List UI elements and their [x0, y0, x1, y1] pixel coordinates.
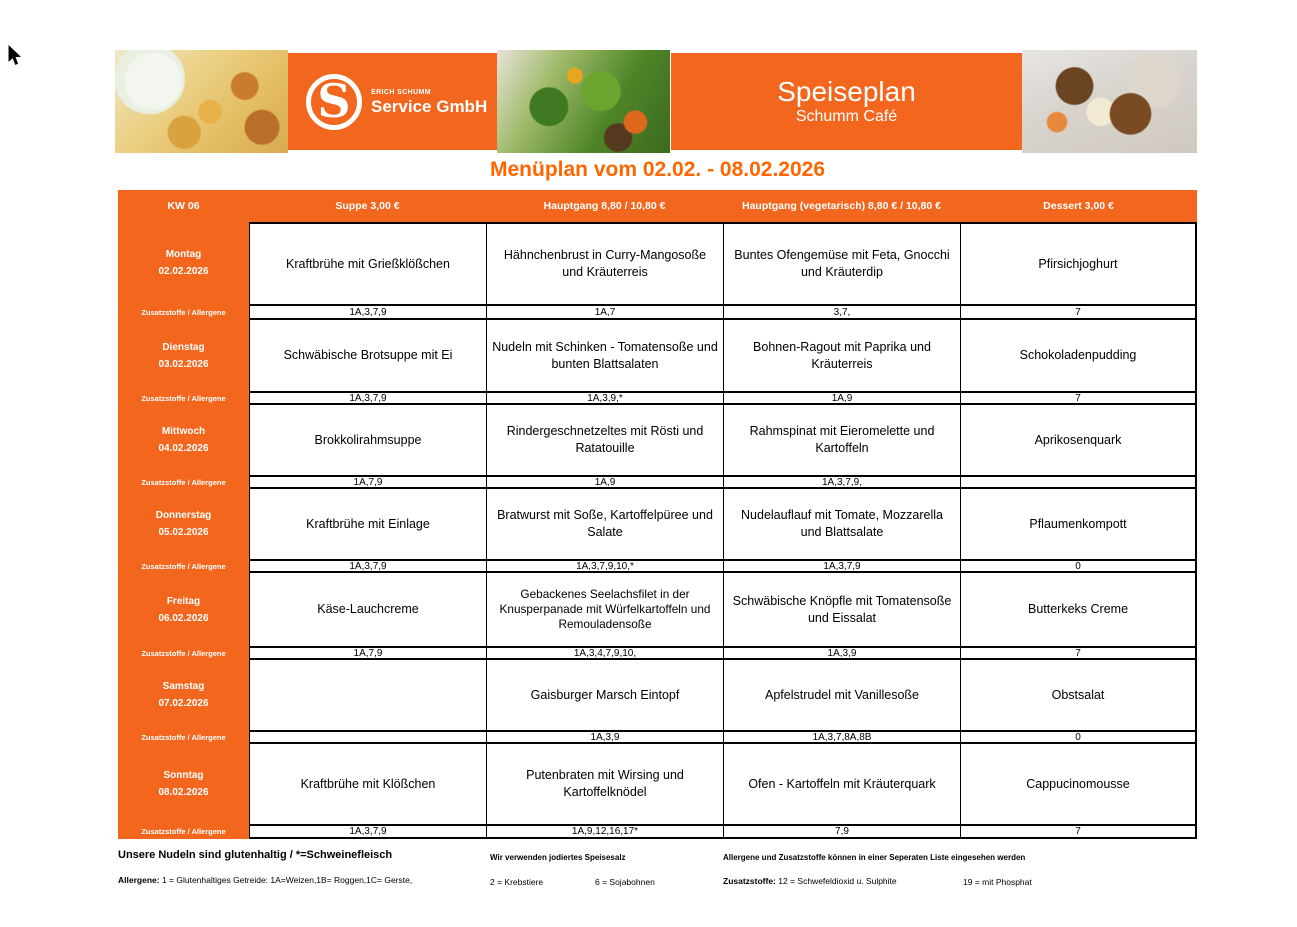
allergen-row-label: Zusatzstoffe / Allergene: [141, 732, 226, 742]
allergen-cell-soup: 1A,7,9: [249, 646, 486, 660]
allergen-cell-vegetarian: 7,9: [723, 824, 960, 839]
day-date: 08.02.2026: [158, 787, 209, 798]
allergen-legend-label: Allergene:: [118, 875, 160, 885]
svg-text:S: S: [317, 73, 351, 128]
noodles-gluten-note: Unsere Nudeln sind glutenhaltig / *=Schweinefleisch: [118, 849, 393, 861]
header-dessert: Dessert 3,00 €: [1043, 200, 1114, 212]
menu-cell-main: Rindergeschnetzeltes mit Rösti und Ratatouille: [486, 405, 723, 475]
schumm-logo-icon: [305, 73, 363, 131]
day-name: Donnerstag: [155, 510, 212, 521]
menu-cell-soup: Kraftbrühe mit Klößchen: [249, 744, 486, 824]
day-date: 02.02.2026: [158, 266, 209, 277]
allergen-cell-main: 1A,3,4,7,9,10,: [486, 646, 723, 660]
allergen-cell-main: 1A,9,12,16,17*: [486, 824, 723, 839]
allergen-row-label: Zusatzstoffe / Allergene: [141, 827, 226, 836]
allergen-cell-dessert: 0: [960, 559, 1197, 573]
menu-cell-vegetarian: Rahmspinat mit Eieromelette und Kartoffeln: [723, 405, 960, 475]
day-cell: [118, 405, 249, 489]
iodized-salt-note: Wir verwenden jodiertes Speisesalz: [490, 853, 626, 862]
menu-cell-vegetarian: Ofen - Kartoffeln mit Kräuterquark: [723, 744, 960, 824]
day-block-samstag: [118, 660, 1197, 744]
menu-cell-dessert: Pfirsichjoghurt: [960, 222, 1197, 304]
header-banner: [115, 50, 1197, 153]
menu-cell-main: Nudeln mit Schinken - Tomatensoße und bunten Blattsalaten: [486, 320, 723, 391]
additives-legend: [723, 876, 897, 886]
menu-cell-soup: Käse-Lauchcreme: [249, 573, 486, 646]
day-name: Dienstag: [162, 341, 205, 353]
plan-title-block: [671, 53, 1022, 150]
food-photo-meatballs: [1022, 50, 1197, 153]
menu-cell-soup: Schwäbische Brotsuppe mit Ei: [249, 320, 486, 391]
day-cell: [118, 222, 249, 320]
day-block-montag: [118, 222, 1197, 320]
day-block-sonntag: [118, 744, 1197, 839]
allergen-cell-soup: 1A,3,7,9: [249, 391, 486, 405]
day-cell: [118, 573, 249, 660]
menu-table: [118, 190, 1197, 839]
allergen-row-label: Zusatzstoffe / Allergene: [141, 561, 226, 571]
allergen-cell-soup: [249, 730, 486, 744]
additives-legend-label: Zusatzstoffe:: [723, 876, 776, 886]
menu-cell-main: Gaisburger Marsch Eintopf: [486, 660, 723, 730]
allergen-row-label: Zusatzstoffe / Allergene: [141, 648, 226, 658]
allergen-cell-soup: 1A,3,7,9: [249, 824, 486, 839]
day-name: Sonntag: [163, 770, 204, 781]
allergen-cell-dessert: 0: [960, 730, 1197, 744]
day-date: 05.02.2026: [158, 527, 209, 538]
page-title: Menüplan vom 02.02. - 08.02.2026: [490, 158, 825, 181]
allergen-cell-main: 1A,3,9: [486, 730, 723, 744]
menu-cell-main: Bratwurst mit Soße, Kartoffelpüree und Salate: [486, 489, 723, 559]
allergen-cell-dessert: 7: [960, 646, 1197, 660]
day-block-freitag: [118, 573, 1197, 660]
day-cell: [118, 660, 249, 744]
food-photo-salad: [497, 50, 670, 153]
menu-cell-dessert: Obstsalat: [960, 660, 1197, 730]
allergen-row-label: Zusatzstoffe / Allergene: [141, 307, 226, 317]
day-date: 04.02.2026: [158, 443, 209, 454]
allergen-cell-vegetarian: 1A,3,7,9: [723, 559, 960, 573]
legend-phosphate: 19 = mit Phosphat: [963, 877, 1032, 887]
day-cell: [118, 744, 249, 839]
banner-subtitle: Schumm Café: [795, 107, 898, 125]
menu-cell-dessert: Pflaumenkompott: [960, 489, 1197, 559]
legend-soy: 6 = Sojabohnen: [595, 877, 655, 887]
menu-cell-vegetarian: Apfelstrudel mit Vanillesoße: [723, 660, 960, 730]
menu-cell-dessert: Cappucinomousse: [960, 744, 1197, 824]
day-cell: [118, 320, 249, 405]
day-name: Freitag: [166, 595, 201, 607]
allergen-cell-dessert: [960, 475, 1197, 489]
legend-sulfite: 12 = Schwefeldioxid u. Sulphite: [778, 876, 897, 886]
allergen-cell-dessert: 7: [960, 304, 1197, 320]
allergen-cell-dessert: 7: [960, 391, 1197, 405]
allergen-legend: [118, 875, 412, 885]
allergen-cell-vegetarian: 3,7,: [723, 304, 960, 320]
allergen-cell-dessert: 7: [960, 824, 1197, 839]
menu-cell-dessert: Schokoladenpudding: [960, 320, 1197, 391]
day-cell: [118, 489, 249, 573]
header-main: Hauptgang 8,80 / 10,80 €: [543, 200, 666, 212]
header-week: KW 06: [167, 200, 200, 212]
day-date: 07.02.2026: [158, 698, 209, 709]
menu-cell-dessert: Butterkeks Creme: [960, 573, 1197, 646]
day-block-dienstag: [118, 320, 1197, 405]
allergen-cell-main: 1A,9: [486, 475, 723, 489]
menu-cell-vegetarian: Nudelauflauf mit Tomate, Mozzarella und Blattsalate: [723, 489, 960, 559]
menu-cell-main: Hähnchenbrust in Curry-Mangosoße und Kräuterreis: [486, 222, 723, 304]
allergen-row-label: Zusatzstoffe / Allergene: [141, 477, 226, 487]
company-name-small: ERICH SCHUMM: [371, 88, 432, 96]
allergen-cell-soup: 1A,3,7,9: [249, 304, 486, 320]
allergen-cell-vegetarian: 1A,9: [723, 391, 960, 405]
header-veg: Hauptgang (vegetarisch) 8,80 € / 10,80 €: [742, 200, 941, 212]
menu-cell-soup: Kraftbrühe mit Grießklößchen: [249, 222, 486, 304]
day-block-mittwoch: [118, 405, 1197, 489]
allergen-cell-main: 1A,3,9,*: [486, 391, 723, 405]
separate-list-note: Allergene und Zusatzstoffe können in einer Seperaten Liste eingesehen werden: [723, 853, 1026, 862]
menu-cell-main: Gebackenes Seelachsfilet in der Knusperpanade mit Würfelkartoffeln und Remouladensoße: [486, 573, 723, 646]
company-logo-block: [288, 53, 497, 150]
allergen-cell-main: 1A,7: [486, 304, 723, 320]
banner-title: Speiseplan: [777, 76, 916, 108]
allergen-cell-vegetarian: 1A,3,9: [723, 646, 960, 660]
menu-cell-soup: Kraftbrühe mit Einlage: [249, 489, 486, 559]
allergen-cell-soup: 1A,3,7,9: [249, 559, 486, 573]
day-date: 06.02.2026: [158, 612, 209, 624]
mouse-cursor-icon: [7, 45, 23, 72]
allergen-row-label: Zusatzstoffe / Allergene: [141, 393, 226, 403]
menu-cell-soup: Brokkolirahmsuppe: [249, 405, 486, 475]
legend-crustaceans: 2 = Krebstiere: [490, 877, 544, 887]
allergen-cell-soup: 1A,7,9: [249, 475, 486, 489]
food-photo-maultaschen: [115, 50, 288, 153]
day-name: Mittwoch: [161, 426, 206, 437]
menu-cell-vegetarian: Schwäbische Knöpfle mit Tomatensoße und Eissalat: [723, 573, 960, 646]
company-name-large: Service GmbH: [371, 96, 488, 116]
menu-cell-main: Putenbraten mit Wirsing und Kartoffelknödel: [486, 744, 723, 824]
day-name: Montag: [165, 249, 202, 260]
day-date: 03.02.2026: [158, 358, 209, 370]
table-header-row: [118, 190, 1197, 222]
allergen-cell-vegetarian: 1A,3,7,9,: [723, 475, 960, 489]
day-block-donnerstag: [118, 489, 1197, 573]
allergen-cell-vegetarian: 1A,3,7,8A,8B: [723, 730, 960, 744]
day-name: Samstag: [162, 681, 205, 692]
header-soup: Suppe 3,00 €: [335, 200, 400, 212]
menu-cell-dessert: Aprikosenquark: [960, 405, 1197, 475]
menu-cell-soup: [249, 660, 486, 730]
allergen-cell-main: 1A,3,7,9,10,*: [486, 559, 723, 573]
menu-cell-vegetarian: Buntes Ofengemüse mit Feta, Gnocchi und Kräuterdip: [723, 222, 960, 304]
allergen-legend-text: 1 = Glutenhaltiges Getreide: 1A=Weizen,1B= Roggen,1C= Gerste,: [161, 875, 413, 885]
menu-cell-vegetarian: Bohnen-Ragout mit Paprika und Kräuterreis: [723, 320, 960, 391]
